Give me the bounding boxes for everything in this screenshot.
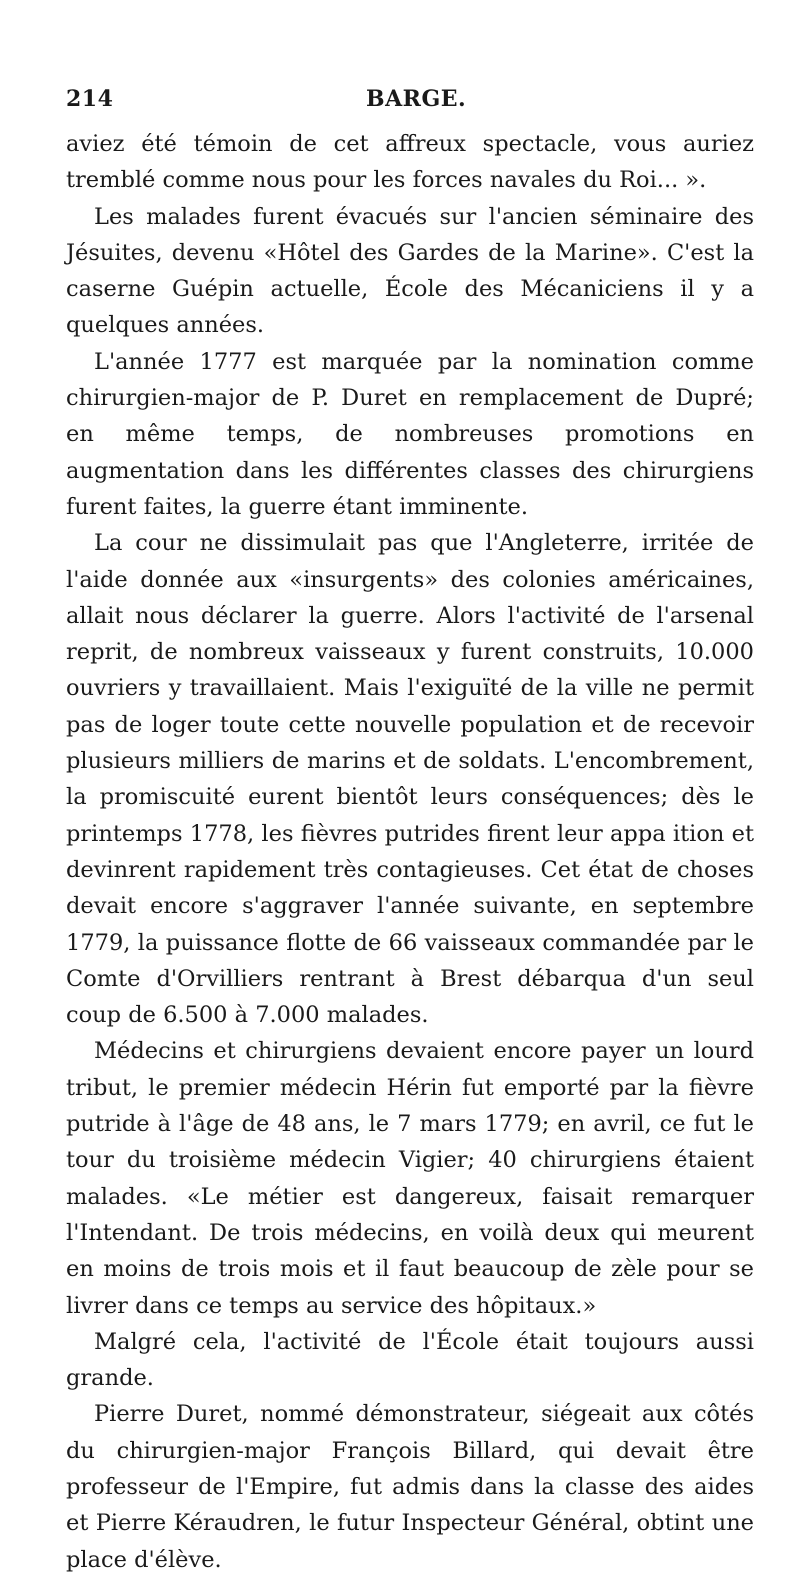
paragraph: La cour ne dissimulait pas que l'Angleterre, irritée de l'aide donnée aux «insurgents» des colonies américaines, allait nous déclarer la guerre. Alors l'activité de l'arsenal reprit, de nombreux vaisseaux y furent construits, 10.000 ouvriers y travaillaient. Mais l'exiguïté de la ville ne permit pas de loger toute cette nouvelle population et de recevoir plusieurs milliers de marins et de soldats. L'encombrement, la promiscuité eurent bientôt leurs conséquences; dès le printemps 1778, les fièvres putrides firent leur appa ition et devinrent rapidement très contagieuses. Cet état de choses devait encore s'aggraver l'année suivante, en septembre 1779, la puissance flotte de 66 vaisseaux commandée par le Comte d'Orvilliers rentrant à Brest débarqua d'un seul coup de 6.500 à 7.000 malades. [66, 530, 754, 1029]
page-number: 214 [66, 86, 114, 112]
running-head [66, 86, 760, 120]
paragraph: Malgré cela, l'activité de l'École était toujours aussi grande. [66, 1328, 754, 1392]
paragraph: L'année 1777 est marquée par la nomination comme chirurgien-major de P. Duret en remplacement de Dupré; en même temps, de nombreuses promotions en augmentation dans les différentes classes des chirurgiens furent faites, la guerre étant imminente. [66, 348, 754, 520]
paragraph: Les malades furent évacués sur l'ancien séminaire des Jésuites, devenu «Hôtel des Gardes de la Marine». C'est la caserne Guépin actuelle, École des Mécaniciens il y a quelques années. [66, 203, 754, 339]
paragraph: Pierre Duret, nommé démonstrateur, siégeait aux côtés du chirurgien-major François Billard, qui devait être professeur de l'Empire, fut admis dans la classe des aides et Pierre Kéraudren, le futur Inspecteur Général, obtint une place d'élève. [66, 1401, 754, 1573]
running-title: BARGE. [366, 86, 467, 112]
paragraph: Médecins et chirurgiens devaient encore payer un lourd tribut, le premier médecin Hérin fut emporté par la fièvre putride à l'âge de 48 ans, le 7 mars 1779; en avril, ce fut le tour du troisième médecin Vigier; 40 chirurgiens étaient malades. «Le métier est dangereux, faisait remarquer l'Intendant. De trois médecins, en voilà deux qui meurent en moins de trois mois et il faut beaucoup de zèle pour se livrer dans ce temps au service des hôpitaux.» [66, 1038, 754, 1319]
body-text [66, 126, 754, 1578]
paragraph: aviez été témoin de cet affreux spectacle, vous auriez tremblé comme nous pour les forces navales du Roi... ». [66, 131, 754, 194]
